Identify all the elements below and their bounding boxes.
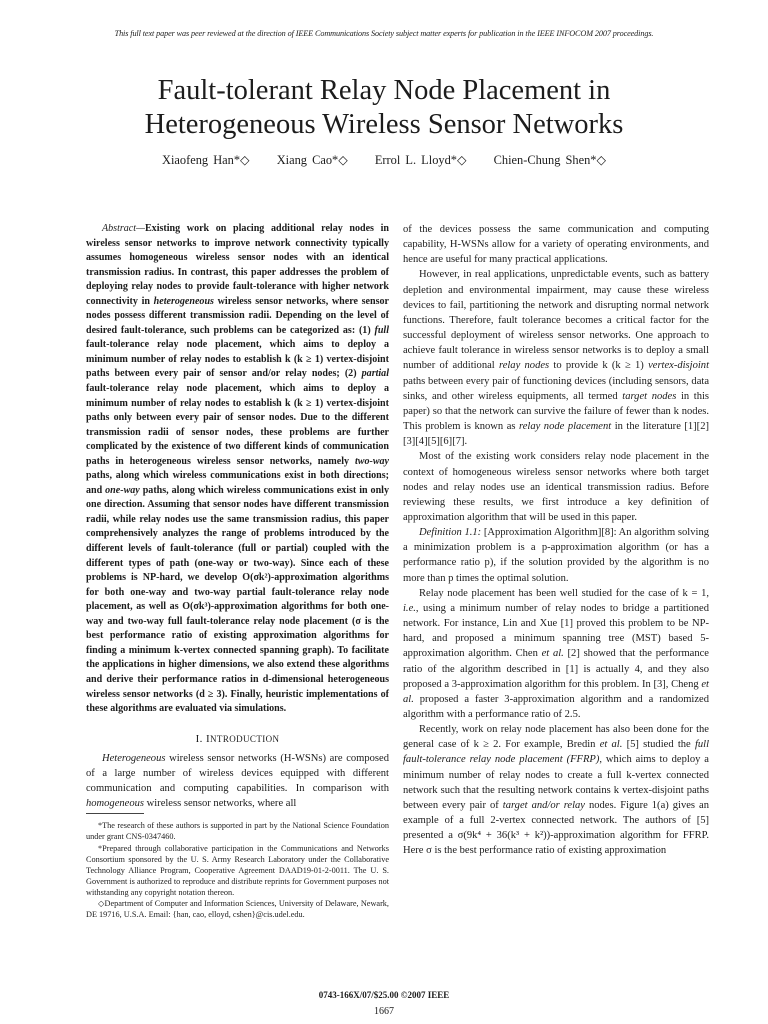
title-line-2: Heterogeneous Wireless Sensor Networks <box>144 109 624 140</box>
left-column <box>86 222 389 920</box>
author-name: Xiaofeng Han*◇ <box>162 153 250 167</box>
abstract-label: Abstract— <box>102 223 145 234</box>
footnote-rule <box>86 813 144 814</box>
peer-review-notice: This full text paper was peer reviewed at the direction of IEEE Communications Society subject matter experts for publication in the IEEE INFOCOM 2007 proceedings. <box>114 29 654 38</box>
author-name: Chien-Chung Shen*◇ <box>493 153 606 167</box>
author-name: Xiang Cao*◇ <box>276 153 348 167</box>
paragraph-general-case: Recently, work on relay node placement has also been done for the general case of k ≥ 2. For example, Bredin et al. [5] studied the full fault-tolerance relay node placement (FFRP), which aims to deploy a minimum number of relay nodes to create a full k-vertex connected network such that the resulting network contains k vertex-disjoint paths between every pair of target and/or relay nodes. Figure 1(a) gives an example of a full 2-vertex connected network. The authors of [5] presented a σ(9k⁴ + 36(k³ + k²))-approximation algorithm for FFRP. Here σ is the best performance ratio of existing approximation <box>403 724 710 857</box>
footnote-nsf: *The research of these authors is supported in part by the National Science Foundation under grant CNS-0347460. <box>86 821 389 842</box>
author-list <box>0 152 768 168</box>
abstract: Abstract—Existing work on placing additional relay nodes in wireless sensor networks to improve network connectivity typically assumes homogeneous wireless sensor nodes with an identical transmission radius. In contrast, this paper addresses the problem of deploying relay nodes to provide fault-tolerance with higher network connectivity in heterogeneous wireless sensor networks, where sensor nodes possess different transmission radii. Depending on the level of desired fault-tolerance, such problems can be categorized as: (1) full fault-tolerance relay node placement, which aims to deploy a minimum number of relay nodes to establish k (k ≥ 1) vertex-disjoint paths between every pair of sensor and/or relay nodes; (2) partial fault-tolerance relay node placement, which aims to deploy a minimum number of relay nodes to establish k (k ≥ 1) vertex-disjoint paths only between every pair of sensor nodes. Due to the different transmission radii of sensor nodes, these problems are further complicated by the existence of two different kinds of communication paths in heterogeneous wireless sensor networks, namely two-way paths, along which wireless communications exist in both directions; and one-way paths, along which wireless communications exist in only one direction. Assuming that sensor nodes have different transmission radii, while relay nodes use the same transmission radius, this paper comprehensively analyzes the range of problems introduced by the different levels of fault-tolerance (full or partial) coupled with the different types of path (one-way or two-way). Since each of these problems is NP-hard, we develop O(σk²)-approximation algorithms for both one-way and two-way partial fault-tolerance relay node placement, as well as O(σk³)-approximation algorithms for both one-way and two-way full fault-tolerance relay node placement (σ is the best performance ratio of existing approximation algorithms for finding a minimum k-vertex connected spanning graph). To facilitate the applications in higher dimensions, we also extend these algorithms and derive their performance ratios in d-dimensional heterogeneous wireless sensor networks (d ≥ 3). Finally, heuristic implementations of these algorithms are evaluated via simulations. <box>86 223 389 715</box>
footnote-affiliation: ◇Department of Computer and Information Sciences, University of Delaware, Newark, DE 19716, U.S.A. Email: {han, cao, elloyd, cshen}@cis.udel.edu. <box>86 899 389 920</box>
section-heading-introduction: I. INTRODUCTION <box>195 732 280 745</box>
intro-paragraph: Heterogeneous wireless sensor networks (H-WSNs) are composed of a large number of wireless devices equipped with different communication and computing capabilities. In comparison with homogeneous wireless sensor networks, where all <box>86 752 389 810</box>
paragraph-fault-tolerance: However, in real applications, unpredictable events, such as battery depletion and environmental impairment, may cause these wireless devices to fail, partitioning the network and disrupting normal network functions. Therefore, fault tolerance becomes a critical factor for the successful deployment of wireless sensor networks. One approach to achieve fault tolerance in wireless sensor networks is to deploy a small number of additional relay nodes to provide k (k ≥ 1) vertex-disjoint paths between every pair of functioning devices (including sensors, data sinks, and other wireless equipments, all termed target nodes in this paper) so that the network can survive the failure of fewer than k nodes. This problem is known as relay node placement in the literature [1][2][3][4][5][6][7]. <box>403 269 710 448</box>
paper-title <box>0 74 768 142</box>
paragraph-existing-work: Most of the existing work considers relay node placement in the context of homogeneous wireless sensor networks where both target nodes and relay nodes use an identical transmission radius. Before reviewing these results, we first introduce a key definition of approximation algorithm that will be used in this paper. <box>403 451 709 523</box>
right-column <box>403 222 709 859</box>
definition-label: Definition 1.1: <box>419 527 482 539</box>
copyright-footer: 0743-166X/07/$25.00 ©2007 IEEE <box>318 990 450 1000</box>
footnote-army: *Prepared through collaborative participation in the Communications and Networks Consortium sponsored by the U. S. Army Research Laboratory under the Collaborative Technology Alliance Program, Cooperative Agreement DAAD19-01-2-0011. The U. S. Government is authorized to reproduce and distribute reprints for Government purposes not withstanding any copyright notation thereon. <box>86 843 389 897</box>
paragraph-continued: of the devices possess the same communication and computing capability, H-WSNs allow for a variety of operating environments, and hence are useful for many practical applications. <box>403 224 709 266</box>
title-line-1: Fault-tolerant Relay Node Placement in <box>157 75 611 106</box>
definition-1-1: Definition 1.1: [Approximation Algorithm][8]: An algorithm solving a minimization problem is a p-approximation algorithm (or has a performance ratio p), if the solution provided by the algorithm is no more than p times the optimal solution. <box>403 527 709 584</box>
paragraph-k1-case: Relay node placement has been well studied for the case of k = 1, i.e., using a minimum number of relay nodes to bridge a partitioned network. For instance, Lin and Xue [1] proved this problem to be NP-hard, and proposed a minimum spanning tree (MST) based 5-approximation algorithm. Chen et al. [2] showed that the performance ratio of the algorithm described in [1] is actually 4, and they also proposed a 3-approximation algorithm for this problem. In [3], Cheng et al. proposed a faster 3-approximation algorithm and a randomized algorithm with a performance ratio of 2.5. <box>403 587 709 720</box>
author-name: Errol L. Lloyd*◇ <box>374 153 467 167</box>
page-number: 1667 <box>374 1006 394 1017</box>
